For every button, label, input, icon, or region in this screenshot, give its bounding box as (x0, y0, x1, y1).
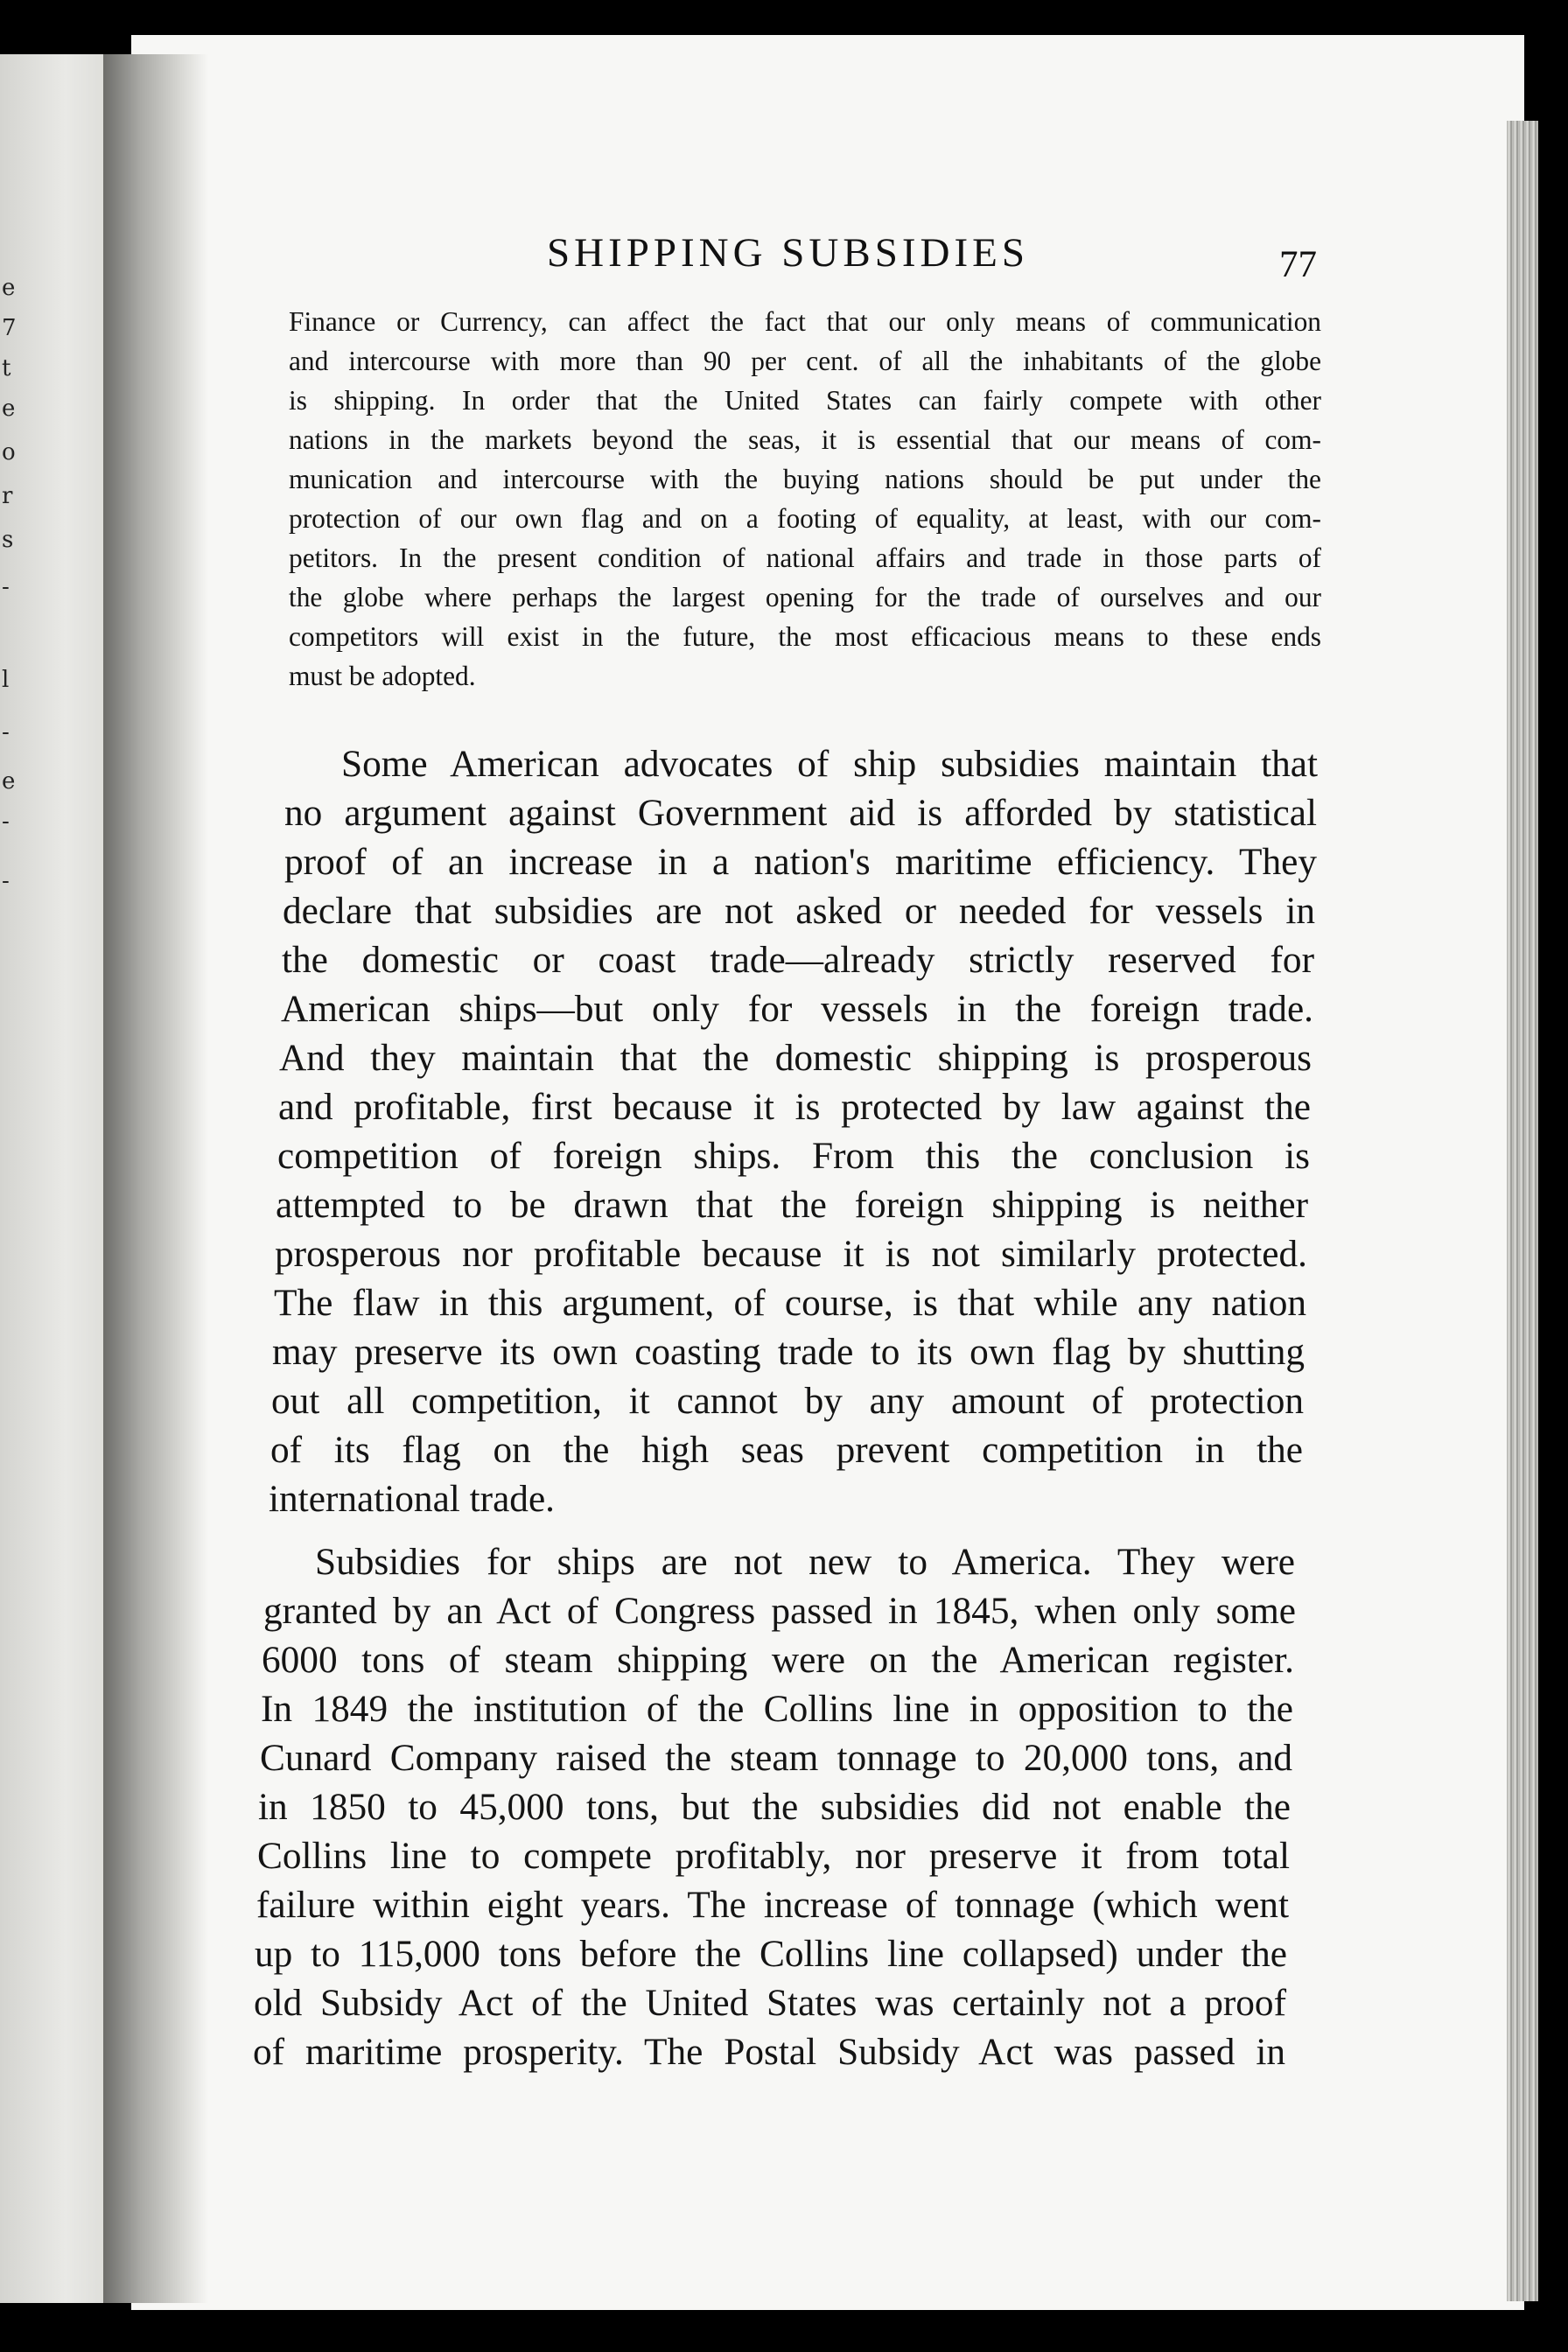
body-line: prosperous nor profitable because it is not similarly protected. (275, 1233, 1307, 1275)
margin-char: e (2, 396, 16, 422)
margin-char: e (2, 275, 16, 301)
margin-char: - (2, 719, 10, 746)
body-line: proof of an increase in a nation's maritime efficiency. They (284, 841, 1317, 883)
body-line: old Subsidy Act of the United States was certainly not a proof (254, 1982, 1286, 2024)
margin-char: o (2, 439, 16, 466)
body-line: out all competition, it cannot by any amount of protection (271, 1380, 1304, 1422)
body-line: of its flag on the high seas prevent competition in the (270, 1429, 1303, 1471)
body-line: declare that subsidies are not asked or needed for vessels in (283, 890, 1315, 932)
margin-char: - (2, 808, 10, 835)
body-line: no argument against Government aid is afforded by statistical (284, 792, 1317, 834)
block-quote-line: petitors. In the present condition of national affairs and trade in those parts of (289, 542, 1321, 573)
body-line: The flaw in this argument, of course, is that while any nation (274, 1282, 1306, 1324)
body-line: granted by an Act of Congress passed in 1845, when only some (263, 1590, 1296, 1632)
margin-char: s (2, 527, 14, 553)
margin-char: l (2, 667, 10, 693)
body-line: failure within eight years. The increase of tonnage (which went (256, 1884, 1289, 1926)
page-number: 77 (1279, 244, 1317, 285)
margin-char: e (2, 768, 16, 794)
body-line: And they maintain that the domestic shipping is prosperous (279, 1037, 1312, 1079)
page-fore-edge (1507, 121, 1538, 2301)
body-line: of maritime prosperity. The Postal Subsidy Act was passed in (253, 2031, 1285, 2073)
block-quote-line: is shipping. In order that the United States can fairly compete with other (289, 385, 1321, 416)
block-quote-line: munication and intercourse with the buying nations should be put under the (289, 464, 1321, 494)
margin-char: - (2, 868, 10, 894)
block-quote-line: protection of our own flag and on a footing of equality, at least, with our com- (289, 503, 1321, 534)
margin-char: - (2, 574, 10, 600)
block-quote-line: and intercourse with more than 90 per cent. of all the inhabitants of the globe (289, 346, 1321, 376)
margin-char: t (2, 355, 11, 382)
margin-char: 7 (2, 315, 17, 341)
body-line: and profitable, first because it is protected by law against the (278, 1086, 1311, 1128)
margin-char: r (2, 483, 13, 509)
body-line: in 1850 to 45,000 tons, but the subsidies did not enable the (258, 1786, 1291, 1828)
book-gutter (103, 54, 208, 2303)
body-line: American ships—but only for vessels in the foreign trade. (281, 988, 1313, 1030)
body-line: competition of foreign ships. From this the conclusion is (277, 1135, 1310, 1177)
body-line: the domestic or coast trade—already strictly reserved for (282, 939, 1314, 981)
block-quote-line: nations in the markets beyond the seas, it is essential that our means of com- (289, 424, 1321, 455)
body-line: may preserve its own coasting trade to its own flag by shutting (272, 1331, 1305, 1373)
running-head-title: SHIPPING SUBSIDIES (547, 230, 1029, 276)
body-line: 6000 tons of steam shipping were on the American register. (262, 1639, 1294, 1681)
body-line: Some American advocates of ship subsidies maintain that (341, 743, 1318, 785)
body-line: international trade. (269, 1478, 555, 1520)
block-quote-line: must be adopted. (289, 661, 476, 691)
body-line: Cunard Company raised the steam tonnage to 20,000 tons, and (260, 1737, 1292, 1779)
body-line: up to 115,000 tons before the Collins line collapsed) under the (255, 1933, 1287, 1975)
body-line: attempted to be drawn that the foreign shipping is neither (276, 1184, 1308, 1226)
body-line: Collins line to compete profitably, nor preserve it from total (257, 1835, 1290, 1877)
block-quote-line: Finance or Currency, can affect the fact that our only means of communication (289, 306, 1321, 337)
block-quote-line: the globe where perhaps the largest opening for the trade of ourselves and our (289, 582, 1321, 612)
body-line: In 1849 the institution of the Collins line in opposition to the (261, 1688, 1293, 1730)
block-quote-line: competitors will exist in the future, the most efficacious means to these ends (289, 621, 1321, 652)
body-line: Subsidies for ships are not new to America. They were (315, 1541, 1295, 1583)
